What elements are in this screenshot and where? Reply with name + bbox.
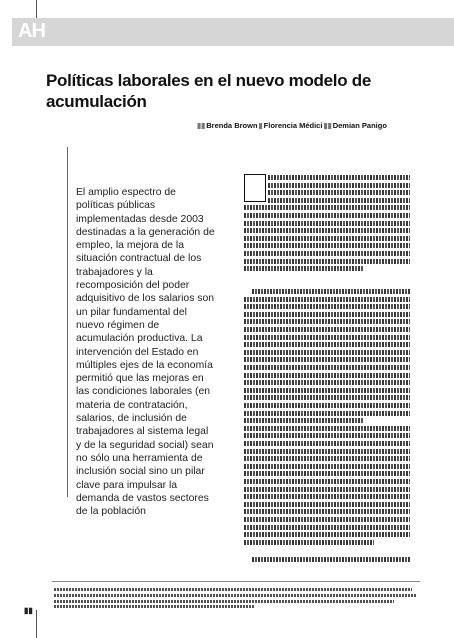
body-text-line bbox=[244, 205, 410, 210]
bottom-margin-rule bbox=[36, 610, 37, 638]
body-text-line bbox=[244, 213, 410, 218]
body-text-line bbox=[244, 365, 410, 370]
body-text-line bbox=[244, 449, 410, 454]
footnote-line bbox=[54, 594, 416, 597]
body-text-line bbox=[252, 557, 410, 562]
body-text-line bbox=[244, 479, 410, 484]
body-text-line bbox=[244, 464, 410, 469]
body-text-line bbox=[244, 236, 410, 241]
body-text-line bbox=[244, 350, 410, 355]
footnote-line bbox=[54, 600, 394, 603]
footnote-line bbox=[54, 588, 412, 591]
body-text-line bbox=[244, 312, 410, 317]
author-marker-icon: ▮ bbox=[258, 121, 263, 130]
body-text-line bbox=[244, 502, 410, 507]
body-text-line bbox=[244, 388, 410, 393]
body-text-line bbox=[244, 418, 364, 423]
body-text-line bbox=[244, 395, 410, 400]
footnote-line bbox=[54, 605, 254, 608]
section-tag: AH bbox=[18, 20, 45, 42]
body-text-line bbox=[244, 426, 410, 431]
body-text-line bbox=[244, 471, 410, 476]
abstract-rule bbox=[67, 147, 68, 497]
dropcap-block bbox=[244, 174, 266, 202]
body-text-line bbox=[244, 357, 410, 362]
body-text-line bbox=[268, 190, 410, 195]
body-text-line bbox=[244, 221, 410, 226]
body-text-line bbox=[244, 319, 410, 324]
author-name: Demian Panigo bbox=[332, 121, 387, 130]
body-text-line bbox=[244, 517, 410, 522]
body-text-line bbox=[244, 297, 410, 302]
body-text-line bbox=[244, 243, 410, 248]
body-text-line bbox=[244, 487, 410, 492]
body-text-line bbox=[244, 532, 410, 537]
author-name: Brenda Brown bbox=[206, 121, 258, 130]
author-line bbox=[196, 121, 436, 130]
body-text-line bbox=[244, 304, 410, 309]
body-text-line bbox=[244, 403, 410, 408]
body-text-line bbox=[244, 433, 410, 438]
page-number-marker: ▮▮ bbox=[24, 606, 33, 615]
body-text-line bbox=[244, 441, 410, 446]
body-text-line bbox=[244, 266, 364, 271]
body-text-line bbox=[244, 525, 410, 530]
body-text-line bbox=[252, 289, 410, 294]
body-text-line bbox=[244, 327, 410, 332]
abstract-text: El amplio espectro de políticas públicas implementadas desde 2003 destinadas a la generación de empleo, la mejora de la situación contractual de los trabajadores y la recomposición del poder adquisitivo de los salarios son un pilar fundamental del nuevo régimen de acumulación productiva. La intervención del Estado en múltiples ejes de la economía permitió que las mejoras en las condiciones laborales (en materia de contratación, salarios, de inclusión de trabajadores al sistema legal y de la seguridad social) sean no sólo una herramienta de inclusión social sino un pilar clave para impulsar la demanda de vastos sectores de la población bbox=[76, 187, 215, 518]
header-band bbox=[12, 18, 454, 46]
body-text-line bbox=[244, 509, 410, 514]
body-text-line bbox=[244, 228, 410, 233]
author-marker-icon: ▮▮ bbox=[197, 121, 206, 130]
article-title: Políticas laborales en el nuevo modelo de acumulación bbox=[46, 71, 371, 111]
body-text-line bbox=[268, 198, 410, 203]
author-name: Florencia Médici bbox=[263, 121, 323, 130]
body-text-line bbox=[244, 494, 410, 499]
footnote-rule bbox=[52, 581, 420, 582]
body-text-line bbox=[268, 175, 410, 180]
body-text-line bbox=[268, 183, 410, 188]
body-text-line bbox=[244, 251, 410, 256]
body-text-line bbox=[244, 456, 410, 461]
body-text-line bbox=[244, 342, 410, 347]
author-marker-icon: ▮▮ bbox=[323, 121, 332, 130]
body-text-line bbox=[244, 373, 410, 378]
body-text-line bbox=[244, 335, 410, 340]
body-text-line bbox=[244, 380, 410, 385]
body-text-line bbox=[244, 540, 374, 545]
body-text-line bbox=[244, 259, 410, 264]
body-text-line bbox=[244, 411, 410, 416]
